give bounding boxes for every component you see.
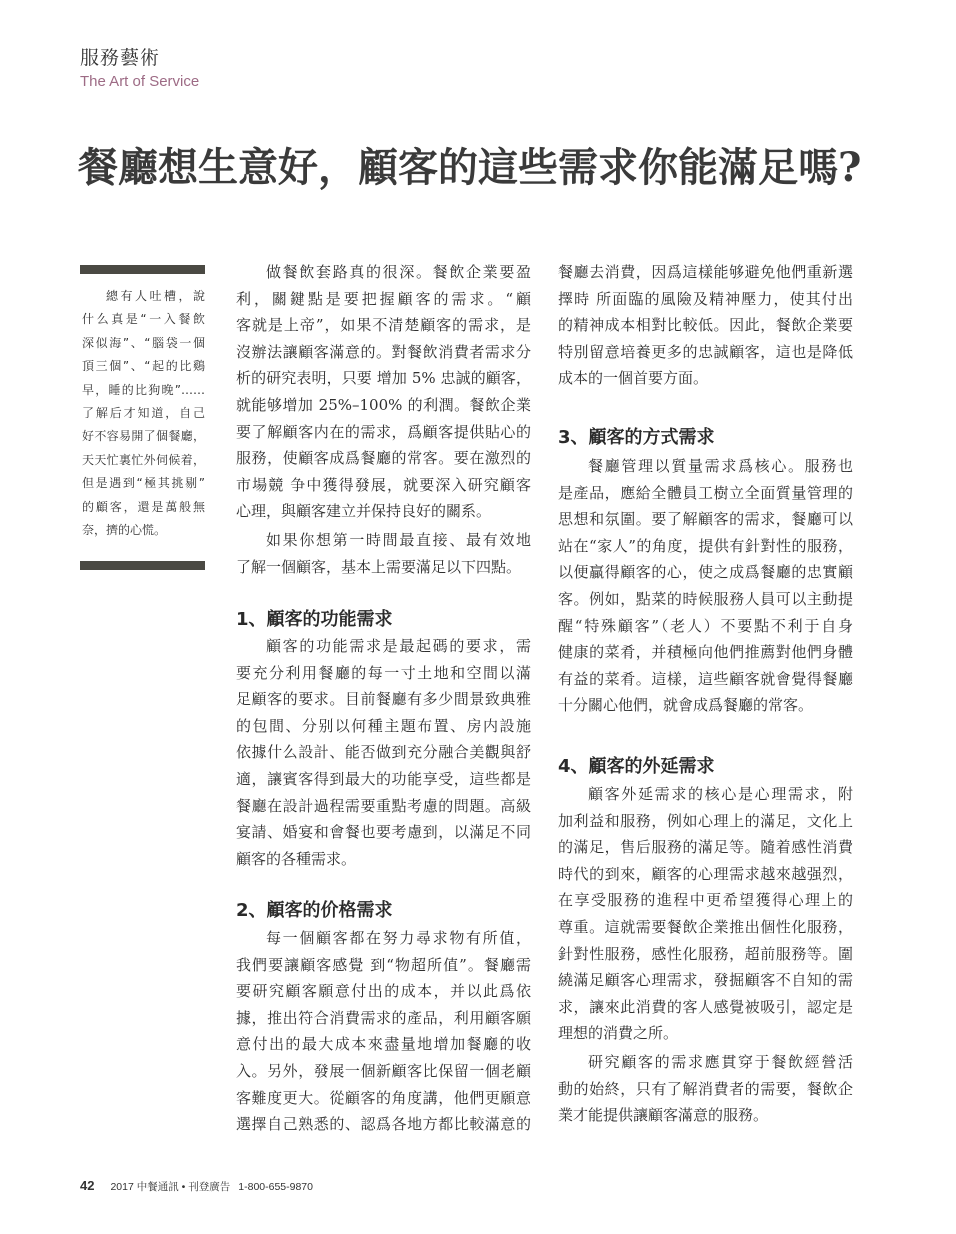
paragraph-line: 要了解顧客内在的需求，爲顧客提供貼心的: [236, 422, 531, 441]
paragraph-line: 利，關鍵點是要把握顧客的需求。“顧: [236, 289, 531, 308]
paragraph-line: 思想和氛圍。要了解顧客的需求，餐廳可以: [558, 510, 853, 529]
paragraph-line: 客。例如，點菜的時候服務人員可以主動提: [558, 589, 853, 608]
paragraph-line: 沒辦法讓顧客滿意的。對餐飲消費者需求分: [236, 342, 531, 361]
paragraph-line: 餐廳管理以質量需求爲核心。服務也: [588, 457, 853, 475]
paragraph-line: 據，推出符合消費需求的產品，利用顧客願: [236, 1008, 531, 1027]
paragraph-line: 餐廳去消費，因爲這樣能够避免他們重新選: [558, 263, 853, 281]
section-heading-price: 2、顧客的价格需求: [236, 900, 393, 921]
paragraph-functional: [236, 633, 531, 872]
paragraph-line: 是產品，應給全體員工樹立全面質量管理的: [558, 483, 853, 502]
paragraph-line: 要研究顧客願意付出的成本，并以此爲依: [236, 982, 531, 1001]
sidebar-line: 但是遇到“極其挑剔”: [82, 476, 205, 491]
paragraph-line: 研究顧客的需求應貫穿于餐飲經營活: [588, 1053, 853, 1071]
paragraph-line: 我們要讓顧客感覺 到“物超所值”。餐廳需: [236, 955, 531, 974]
sidebar-line: 天天忙裏忙外伺候着，: [82, 452, 205, 467]
paragraph-line: 析的研究表明，只要 增加 5% 忠誠的顧客，: [236, 369, 531, 388]
paragraph-line: 的滿足，售后服務的滿足等。隨着感性消費: [558, 838, 853, 857]
sidebar-quote: [82, 285, 205, 542]
section-heading-method: 3、顧客的方式需求: [558, 427, 715, 448]
paragraph-line: 足顧客的要求。目前餐廳有多少間景致典雅: [236, 690, 531, 709]
sidebar-line: 好不容易開了個餐廳，: [82, 429, 205, 444]
section-title: 服務藝術: [80, 47, 161, 69]
paragraph-line: 的精神成本相對比較低。因此，餐飲企業要: [558, 316, 853, 335]
paragraph-line: 餐廳在設計過程需要重點考慮的問題。高級: [236, 796, 531, 815]
paragraph-line: 的包間、分别以何種主題布置、房内設施: [236, 716, 531, 735]
paragraph-line: 顧客的各種需求。: [236, 849, 357, 868]
paragraph-line: 在享受服務的進程中更希望獲得心理上的: [558, 891, 853, 910]
paragraph-line: 成本的一個首要方面。: [558, 369, 709, 388]
paragraph-line: 有益的菜肴。這樣，這些顧客就會覺得餐廳: [558, 669, 853, 688]
paragraph-line: 要充分利用餐廳的每一寸土地和空間以滿: [236, 663, 531, 682]
sidebar-line: 總有人吐槽，說: [106, 289, 205, 303]
paragraph-line: 了解一個顧客，基本上需要滿足以下四點。: [236, 557, 522, 576]
paragraph-line: 如果你想第一時間最直接、最有效地: [266, 531, 531, 549]
sidebar-line: 深似海”、“腦袋一個: [82, 335, 205, 350]
paragraph-overview: [236, 527, 531, 580]
paragraph-line: 業才能提供讓顧客滿意的服務。: [558, 1106, 769, 1125]
paragraph-line: 十分關心他們，就會成爲餐廳的常客。: [558, 696, 814, 715]
sidebar-line: 的顧客，還是萬般無: [82, 499, 205, 514]
paragraph-line: 意付出的最大成本來盡量地增加餐廳的收: [236, 1035, 531, 1054]
paragraph-price: [236, 925, 531, 1138]
page-footer: [80, 1177, 313, 1196]
paragraph-intro: [236, 259, 531, 525]
paragraph-line: 繞滿足顧客心理需求，發掘顧客不自知的需: [558, 971, 853, 990]
paragraph-line: 選擇自己熟悉的、認爲各地方都比較滿意的: [236, 1115, 531, 1134]
paragraph-line: 市場競 争中獲得發展，就要深入研究顧客: [236, 475, 531, 494]
sidebar-line: 了解后才知道，自己: [82, 405, 205, 420]
paragraph-line: 理想的消費之所。: [558, 1024, 679, 1043]
paragraph-line: 入。另外，發展一個新顧客比保留一個老顧: [236, 1061, 531, 1080]
page-number: 42: [80, 1178, 95, 1193]
article-title: 餐廳想生意好，顧客的這些需求你能滿足嗎?: [78, 144, 862, 191]
paragraph-line: 健康的菜肴，并積極向他們推薦對他們身體: [558, 643, 853, 662]
paragraph-line: 站在“家人”的角度，提供有針對性的服務，: [558, 536, 853, 555]
sidebar-top-rule: [80, 265, 205, 274]
paragraph-line: 做餐飲套路真的很深。餐飲企業要盈: [266, 263, 531, 281]
paragraph-extended: [558, 781, 853, 1047]
paragraph-line: 就能够增加 25%–100% 的利潤。餐飲企業: [236, 395, 531, 414]
paragraph-line: 時代的到來，顧客的心理需求越來越强烈，: [558, 864, 853, 883]
section-subtitle: The Art of Service: [80, 73, 200, 90]
paragraph-line: 服務，使顧客成爲餐廳的常客。要在激烈的: [236, 449, 531, 468]
sidebar-line: 什么真是“一入餐飲: [82, 312, 205, 327]
paragraph-line: 每一個顧客都在努力尋求物有所值，: [266, 929, 531, 947]
paragraph-line: 特別留意培養更多的忠誠顧客，這也是降低: [558, 342, 853, 361]
paragraph-line: 尊重。這就需要餐飲企業推出個性化服務，: [558, 917, 853, 936]
paragraph-line: 動的始終，只有了解消費者的需要，餐飲企: [558, 1079, 853, 1098]
paragraph-line: 醒“特殊顧客”（老人）不要點不利于自身: [558, 616, 853, 635]
paragraph-line: 顧客外延需求的核心是心理需求，附: [588, 785, 853, 803]
paragraph-line: 以便贏得顧客的心，使之成爲餐廳的忠實顧: [558, 563, 853, 582]
sidebar-bottom-rule: [80, 561, 205, 570]
paragraph-line: 擇時 所面臨的風險及精神壓力，使其付出: [558, 289, 853, 308]
section-heading-extended: 4、顧客的外延需求: [558, 756, 715, 777]
sidebar-line: 早，睡的比狗晚”……: [82, 382, 205, 397]
paragraph-line: 求，讓來此消費的客人感覺被吸引，認定是: [558, 997, 853, 1016]
footer-phone: 1-800-655-9870: [238, 1181, 313, 1193]
paragraph-line: 加利益和服務，例如心理上的滿足，文化上: [558, 811, 853, 830]
paragraph-line: 依據什么設計、能否做到充分融合美觀與舒: [236, 743, 531, 762]
paragraph-line: 客難度更大。從顧客的角度講，他們更願意: [236, 1088, 531, 1107]
paragraph-line: 宴請、婚宴和會餐也要考慮到，以滿足不同: [236, 823, 531, 842]
paragraph-line: 客就是上帝”，如果不清楚顧客的需求，是: [236, 316, 531, 335]
paragraph-price-continued: [558, 259, 853, 392]
paragraph-conclusion: [558, 1049, 853, 1129]
sidebar-line: 奈，擠的心慌。: [82, 522, 167, 537]
paragraph-line: 針對性服務，感性化服務，超前服務等。圍: [558, 944, 853, 963]
sidebar-line: 頂三個”、“起的比鷄: [82, 359, 205, 374]
paragraph-line: 顧客的功能需求是最起碼的要求，需: [266, 637, 531, 655]
paragraph-line: 心理，與顧客建立并保持良好的關系。: [236, 502, 492, 521]
paragraph-line: 適，讓賓客得到最大的功能享受，這些都是: [236, 769, 531, 788]
paragraph-method: [558, 453, 853, 719]
section-heading-functional: 1、顧客的功能需求: [236, 609, 393, 630]
footer-info: [110, 1178, 313, 1196]
footer-publication: 2017 中餐通訊 • 刊登廣告: [110, 1181, 231, 1193]
